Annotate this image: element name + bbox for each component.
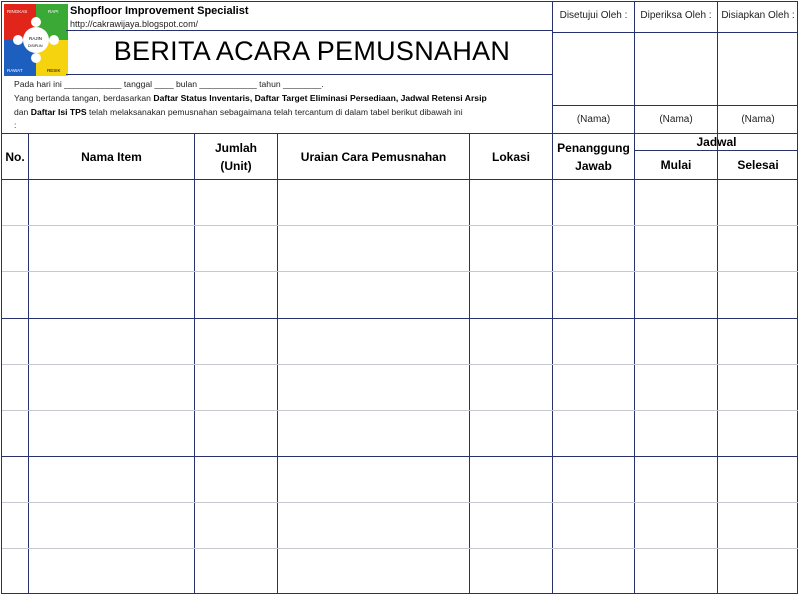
col-header-no: No. <box>5 149 25 164</box>
intro-line-3-pre: dan <box>14 107 31 117</box>
prepared-by-label: Disiapkan Oleh : <box>721 10 795 21</box>
logo-word-ringkas: RINGKAS <box>7 9 28 14</box>
brand-name: Shopfloor Improvement Specialist <box>70 5 249 17</box>
header-divider-brand <box>66 30 552 31</box>
intro-line-3 <box>14 106 463 119</box>
col-header-end: Selesai <box>737 158 779 172</box>
col-header-start: Mulai <box>660 158 692 172</box>
col-header-pic-line1: Penanggung <box>557 140 630 155</box>
col-header-qty-line1: Jumlah <box>214 140 257 155</box>
col-header-pic <box>553 134 634 179</box>
col-header-pic-line2: Jawab <box>575 158 612 173</box>
intro-line-1: Pada hari ini ____________ tanggal ____ bulan ____________ tahun ________. <box>14 79 324 89</box>
table-body-editable-area[interactable] <box>2 180 798 592</box>
intro-line-3-doc: Daftar Isi TPS <box>30 107 87 117</box>
col-header-item: Nama Item <box>81 149 142 164</box>
approved-by-label: Disetujui Oleh : <box>559 10 628 21</box>
prepared-by-name: (Nama) <box>741 114 775 125</box>
approval-sign-line <box>552 105 798 106</box>
approval-header-line <box>552 32 798 33</box>
logo-word-rapi: RAPI <box>48 9 59 14</box>
intro-line-2 <box>14 92 487 105</box>
checked-by-label: Diperiksa Oleh : <box>640 10 712 21</box>
logo-word-disiplin: DISIPLIN <box>28 44 43 48</box>
intro-line-3-post: telah melaksanakan pemusnahan sebagaimana telah tercantum di dalam tabel berikut dibawah ini <box>86 107 463 117</box>
col-header-location: Lokasi <box>491 149 530 164</box>
intro-line-2-text: Yang bertanda tangan, berdasarkan <box>14 93 154 103</box>
logo-word-resik: RESIK <box>47 68 61 73</box>
logo-word-rajin: RAJIN <box>29 36 43 41</box>
col-header-qty <box>195 134 277 179</box>
col-header-qty-line2: (Unit) <box>220 158 252 173</box>
blog-url: http://cakrawijaya.blogspot.com/ <box>70 19 199 29</box>
document-title: BERITA ACARA PEMUSNAHAN <box>113 36 511 66</box>
approved-by-name: (Nama) <box>576 114 611 125</box>
form-sheet <box>1 1 798 594</box>
logo-word-rawat: RAWAT <box>7 68 23 73</box>
checked-by-name: (Nama) <box>659 114 693 125</box>
col-header-method: Uraian Cara Pemusnahan <box>300 149 447 164</box>
header-divider-title <box>66 74 552 75</box>
col-header-schedule: Jadwal <box>696 135 737 149</box>
intro-line-2-documents: Daftar Status Inventaris, Daftar Target Eliminasi Persediaan, Jadwal Retensi Arsip <box>153 93 487 103</box>
intro-line-4: : <box>14 120 17 130</box>
5s-puzzle-logo <box>4 4 68 76</box>
